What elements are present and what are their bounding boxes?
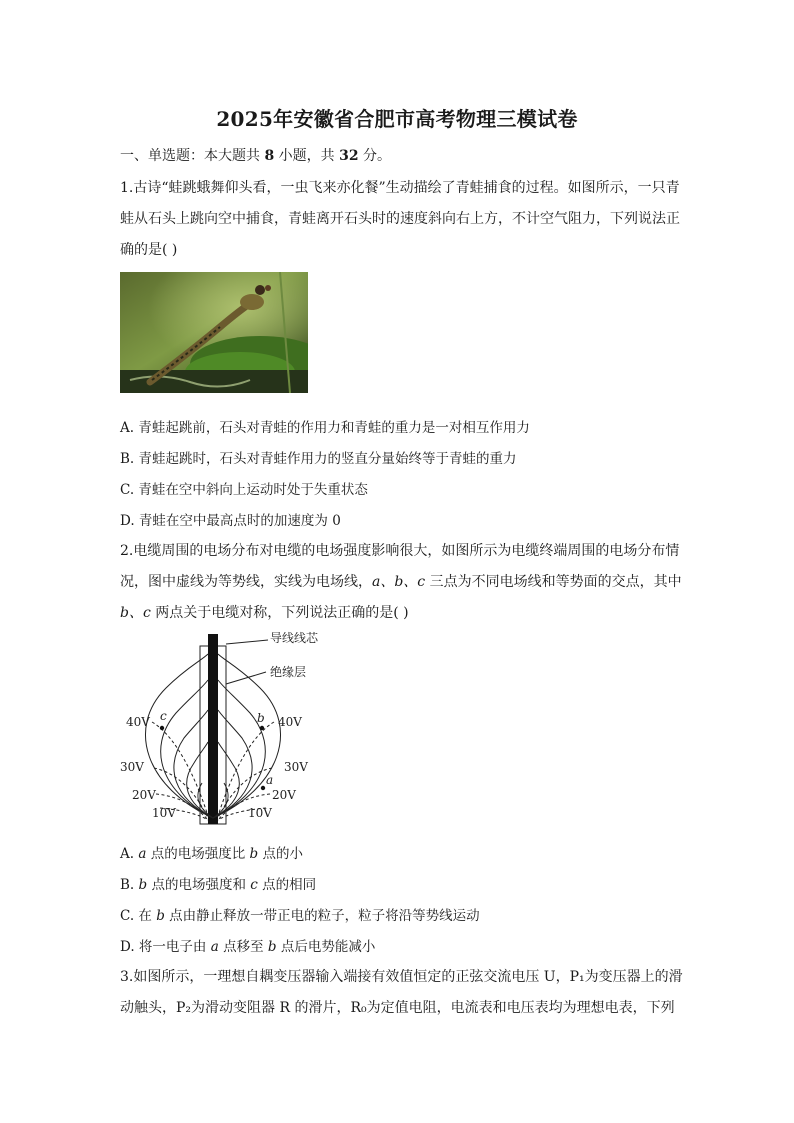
label-core: 导线线芯 xyxy=(270,631,319,645)
q2-stem-line3: b、c 两点关于电缆对称，下列说法正确的是( ) xyxy=(120,605,409,621)
right-volt-20: 20V xyxy=(272,788,296,802)
q2-stem-line1: 2.电缆周围的电场分布对电缆的电场强度影响很大，如图所示为电缆终端周围的电场分布情 xyxy=(120,543,680,559)
q1-option-a: A. 青蛙起跳前，石头对青蛙的作用力和青蛙的重力是一对相互作用力 xyxy=(120,420,530,436)
frog-photo xyxy=(120,272,308,393)
q1-stem-line3: 确的是( ) xyxy=(120,242,178,258)
left-volt-20: 20V xyxy=(132,788,156,802)
q2-option-d: D. 将一电子由 a 点移至 b 点后电势能减小 xyxy=(120,939,376,955)
page-title: 2025年安徽省合肥市高考物理三模试卷 xyxy=(216,107,578,131)
label-point-a: a xyxy=(266,773,274,787)
q2-option-c: C. 在 b 点由静止释放一带正电的粒子，粒子将沿等势线运动 xyxy=(120,908,480,924)
q3-stem-line2: 动触头，P₂为滑动变阻器 R 的滑片，R₀为定值电阻，电流表和电压表均为理想电表，下列 xyxy=(120,1000,675,1016)
q2-stem-line2: 况，图中虚线为等势线，实线为电场线，a、b、c 三点为不同电场线和等势面的交点，其中 xyxy=(120,574,682,590)
q1-stem-line2: 蛙从石头上跳向空中捕食，青蛙离开石头时的速度斜向右上方，不计空气阻力，下列说法正 xyxy=(120,211,680,227)
q1-option-c: C. 青蛙在空中斜向上运动时处于失重状态 xyxy=(120,482,368,498)
left-volt-10: 10V xyxy=(152,806,176,820)
point-a-dot xyxy=(261,786,265,790)
right-volt-30: 30V xyxy=(284,760,308,774)
section-heading: 一、单选题：本大题共 8 小题，共 32 分。 xyxy=(120,148,392,164)
q1-option-b: B. 青蛙起跳时，石头对青蛙作用力的竖直分量始终等于青蛙的重力 xyxy=(120,451,517,467)
left-volt-30: 30V xyxy=(120,760,144,774)
cable-field-diagram xyxy=(116,628,346,828)
left-volt-40: 40V xyxy=(126,715,150,729)
label-point-b: b xyxy=(257,711,265,725)
core-conductor xyxy=(208,634,218,824)
q1-stem-line1: 1.古诗“蛙跳蛾舞仰头看，一虫飞来亦化餐”生动描绘了青蛙捕食的过程。如图所示，一只青 xyxy=(120,180,680,196)
point-c-dot xyxy=(160,726,164,730)
q2-option-a: A. a 点的电场强度比 b 点的小 xyxy=(120,846,303,862)
label-insulation: 绝缘层 xyxy=(270,665,307,679)
label-point-c: c xyxy=(160,709,167,723)
right-volt-10: 10V xyxy=(248,806,272,820)
q2-option-b: B. b 点的电场强度和 c 点的相同 xyxy=(120,877,317,893)
frog-photo-image xyxy=(120,272,308,393)
point-b-dot xyxy=(260,726,264,730)
q3-stem-line1: 3.如图所示，一理想自耦变压器输入端接有效值恒定的正弦交流电压 U，P₁为变压器上的滑 xyxy=(120,969,683,985)
right-volt-40: 40V xyxy=(278,715,302,729)
q1-option-d: D. 青蛙在空中最高点时的加速度为 0 xyxy=(120,513,341,529)
